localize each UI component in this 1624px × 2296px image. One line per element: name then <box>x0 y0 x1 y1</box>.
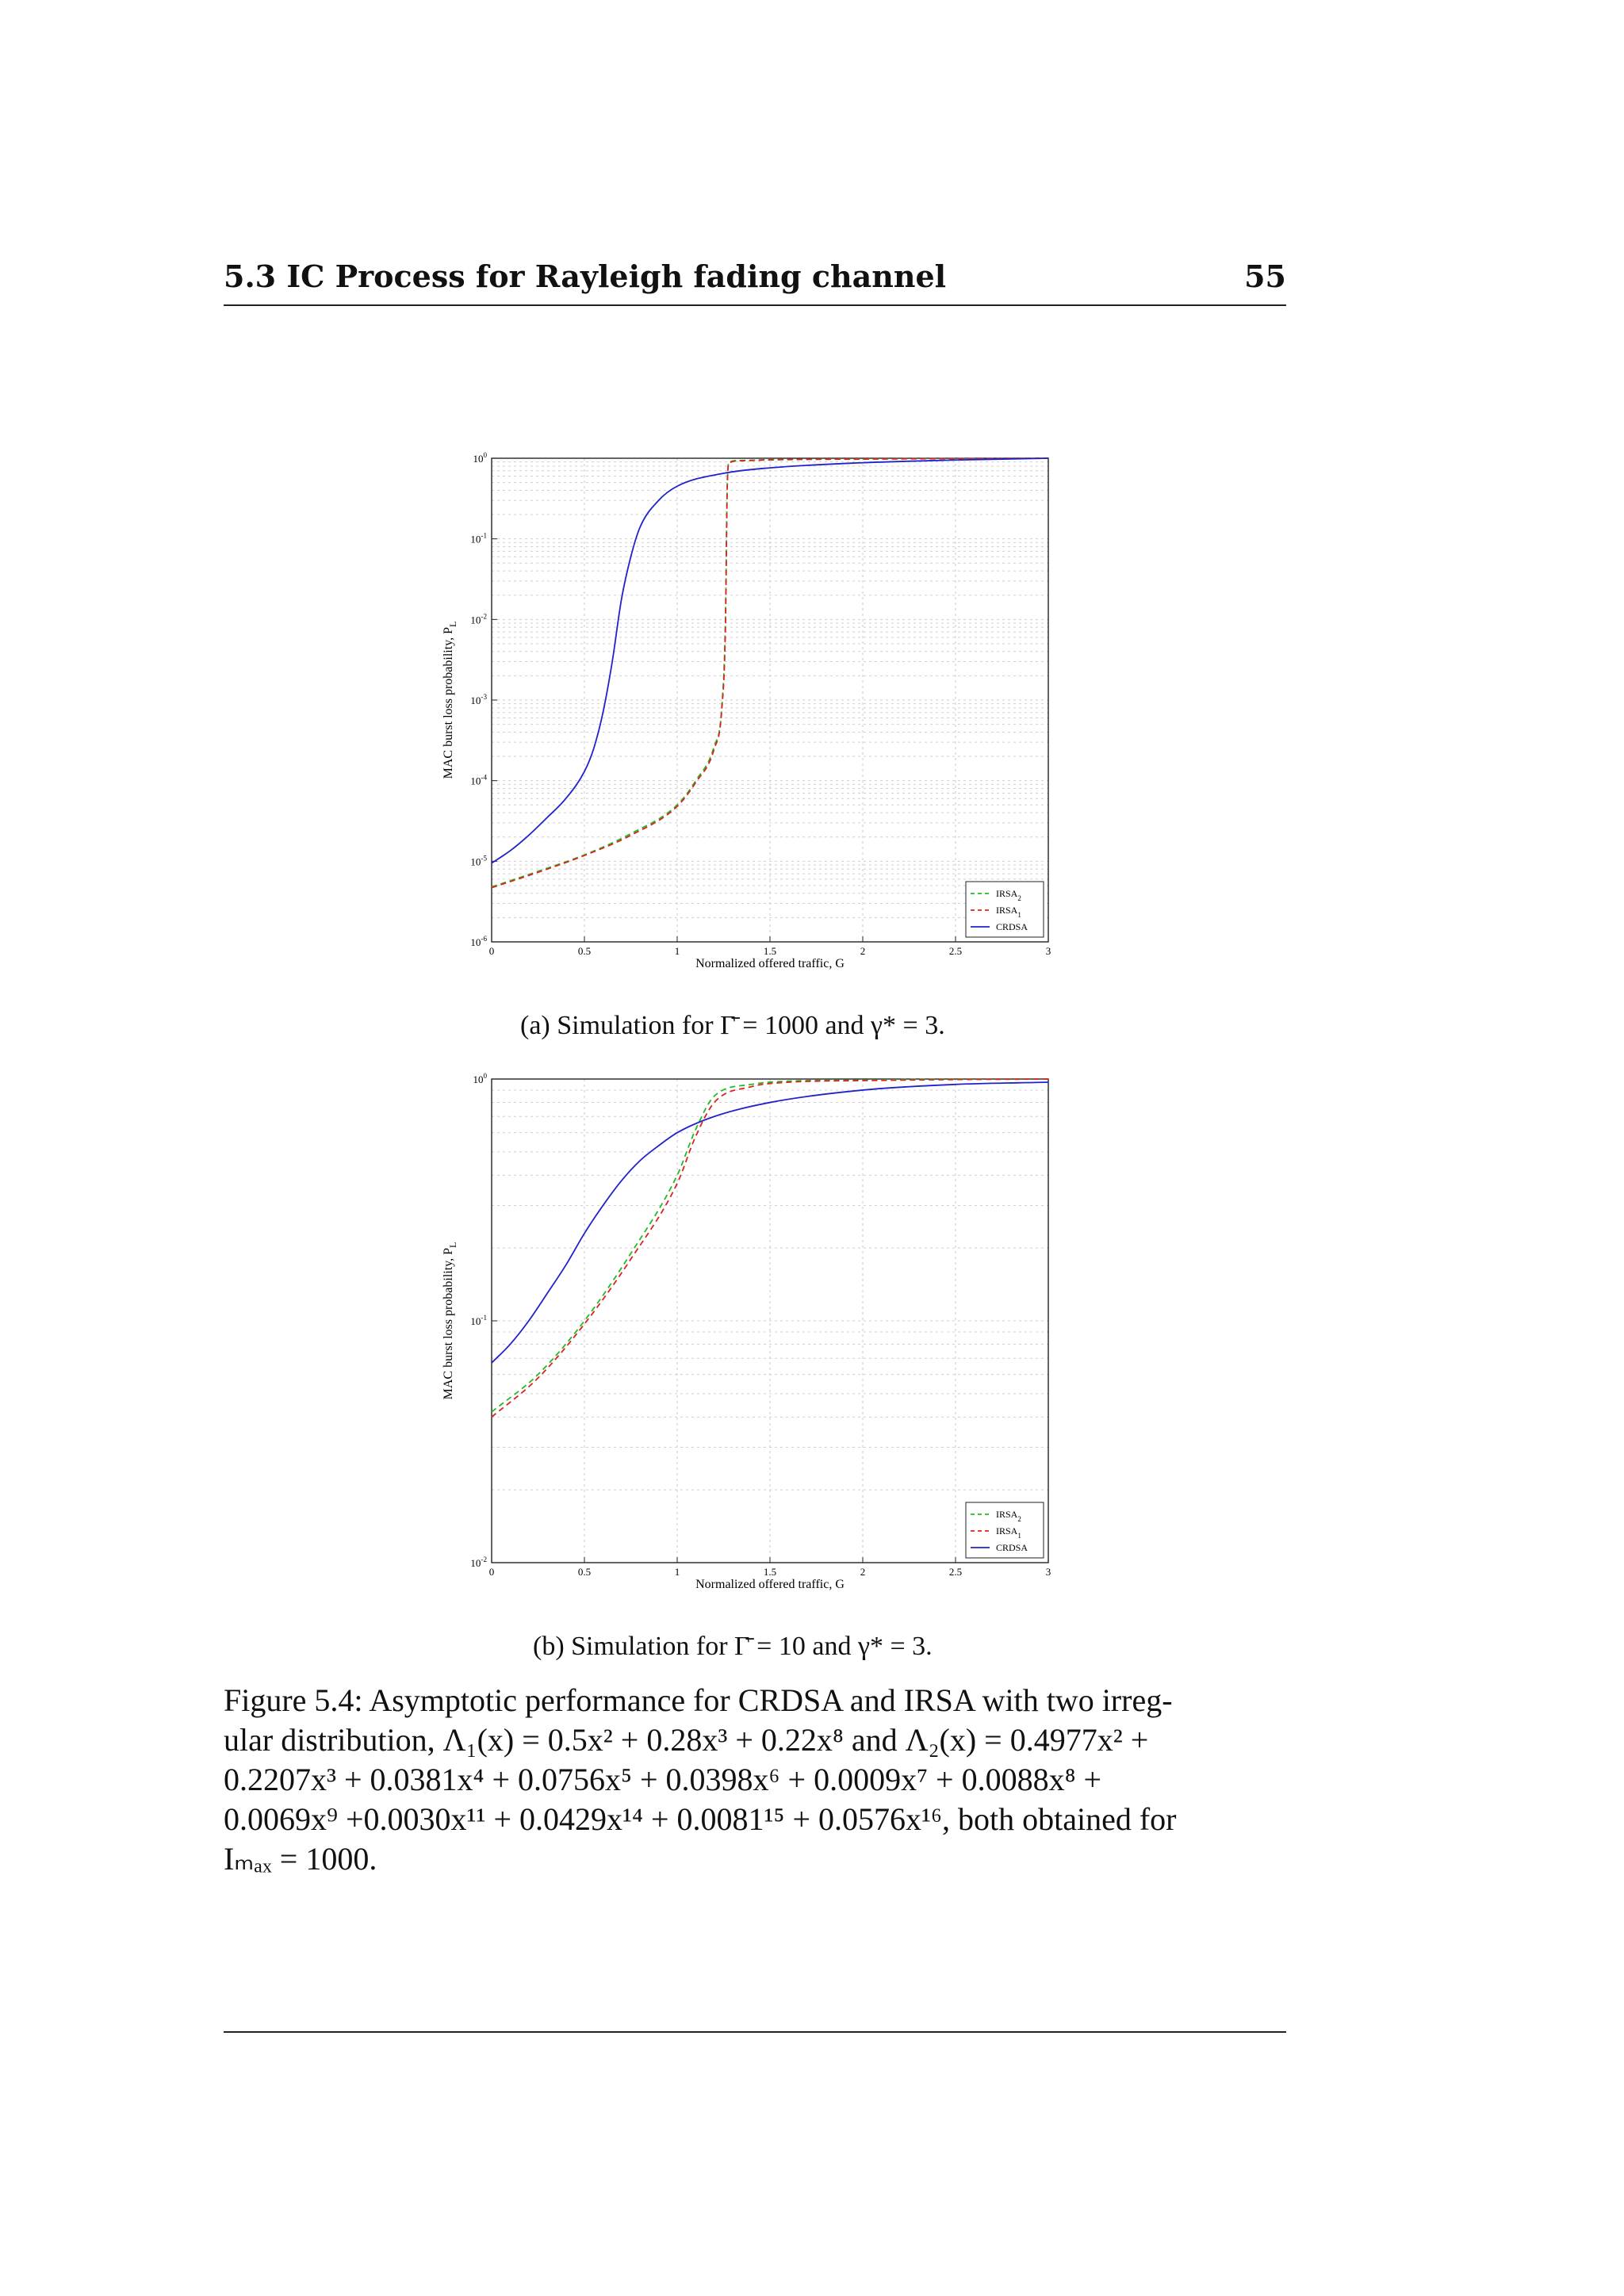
legend <box>966 882 1044 937</box>
y-tick-label: $10^{-5}$ <box>470 854 487 868</box>
legend-label: $IRSA_2$ <box>996 1509 1021 1523</box>
x-tick-label: 0.5 <box>577 1566 592 1578</box>
grid <box>492 1079 1048 1563</box>
series-line <box>492 1079 1048 1412</box>
subcaption-b: (b) Simulation for Γ̄ = 10 and γ* = 3. <box>533 1632 933 1661</box>
y-tick-label: $10^{-1}$ <box>470 531 487 545</box>
y-tick-label: $10^{-2}$ <box>470 1556 487 1569</box>
x-tick-label: 2 <box>860 1566 866 1578</box>
x-tick-label: 2.5 <box>948 1566 963 1578</box>
x-tick-label: 2 <box>860 945 866 957</box>
y-tick-label: $10^{-2}$ <box>470 612 487 626</box>
figure-caption <box>224 1681 1286 1879</box>
running-header <box>224 255 1286 306</box>
x-tick-label: 0 <box>488 945 495 957</box>
x-axis-label: Normalized offered traffic, G <box>695 957 845 970</box>
legend-label: $IRSA_1$ <box>996 1525 1021 1540</box>
y-axis-label: MAC burst loss probability, $P_L$ <box>442 1242 458 1400</box>
legend-label: $IRSA_2$ <box>996 888 1021 902</box>
x-tick-label: 1.5 <box>763 945 777 957</box>
x-tick-label: 3 <box>1045 1566 1051 1578</box>
caption-line: Iₘₐₓ = 1000. <box>224 1841 377 1877</box>
chart-a <box>436 444 1063 983</box>
y-tick-label: $10^{-1}$ <box>470 1314 487 1327</box>
y-tick-label: $10^0$ <box>473 1072 487 1085</box>
y-axis-label: MAC burst loss probability, $P_L$ <box>442 621 458 779</box>
series-line <box>492 458 1048 888</box>
grid <box>492 458 1048 942</box>
chart-b <box>436 1065 1063 1604</box>
x-tick-label: 1 <box>674 945 680 957</box>
section-title: 5.3 IC Process for Rayleigh fading channel <box>224 258 947 294</box>
x-tick-label: 1 <box>674 1566 680 1578</box>
caption-line: Figure 5.4: Asymptotic performance for CRDSA and IRSA with two irreg- <box>224 1682 1173 1718</box>
x-axis-label: Normalized offered traffic, G <box>695 1578 845 1591</box>
caption-line: 0.0069x⁹ +0.0030x¹¹ + 0.0429x¹⁴ + 0.0081¹⁵ + 0.0576x¹⁶, both obtained for <box>224 1801 1177 1837</box>
caption-line: ular distribution, Λ₁(x) = 0.5x² + 0.28x³ + 0.22x⁸ and Λ₂(x) = 0.4977x² + <box>224 1722 1149 1758</box>
x-tick-label: 0 <box>488 1566 495 1578</box>
y-tick-label: $10^{-4}$ <box>470 773 487 787</box>
y-tick-label: $10^0$ <box>473 451 487 465</box>
subcaption-a: (a) Simulation for Γ̄ = 1000 and γ* = 3. <box>520 1011 945 1040</box>
legend-label: CRDSA <box>996 921 1028 932</box>
legend-label: $IRSA_1$ <box>996 905 1021 919</box>
legend <box>966 1502 1044 1558</box>
y-tick-label: $10^{-6}$ <box>470 935 487 948</box>
x-tick-label: 1.5 <box>763 1566 777 1578</box>
page-number: 55 <box>1244 258 1286 294</box>
caption-line: 0.2207x³ + 0.0381x⁴ + 0.0756x⁵ + 0.0398x⁶ + 0.0009x⁷ + 0.0088x⁸ + <box>224 1762 1102 1797</box>
footer-rule <box>224 2031 1286 2033</box>
legend-label: CRDSA <box>996 1542 1028 1553</box>
x-tick-label: 3 <box>1045 945 1051 957</box>
x-tick-label: 2.5 <box>948 945 963 957</box>
y-tick-label: $10^{-3}$ <box>470 693 487 706</box>
x-tick-label: 0.5 <box>577 945 592 957</box>
